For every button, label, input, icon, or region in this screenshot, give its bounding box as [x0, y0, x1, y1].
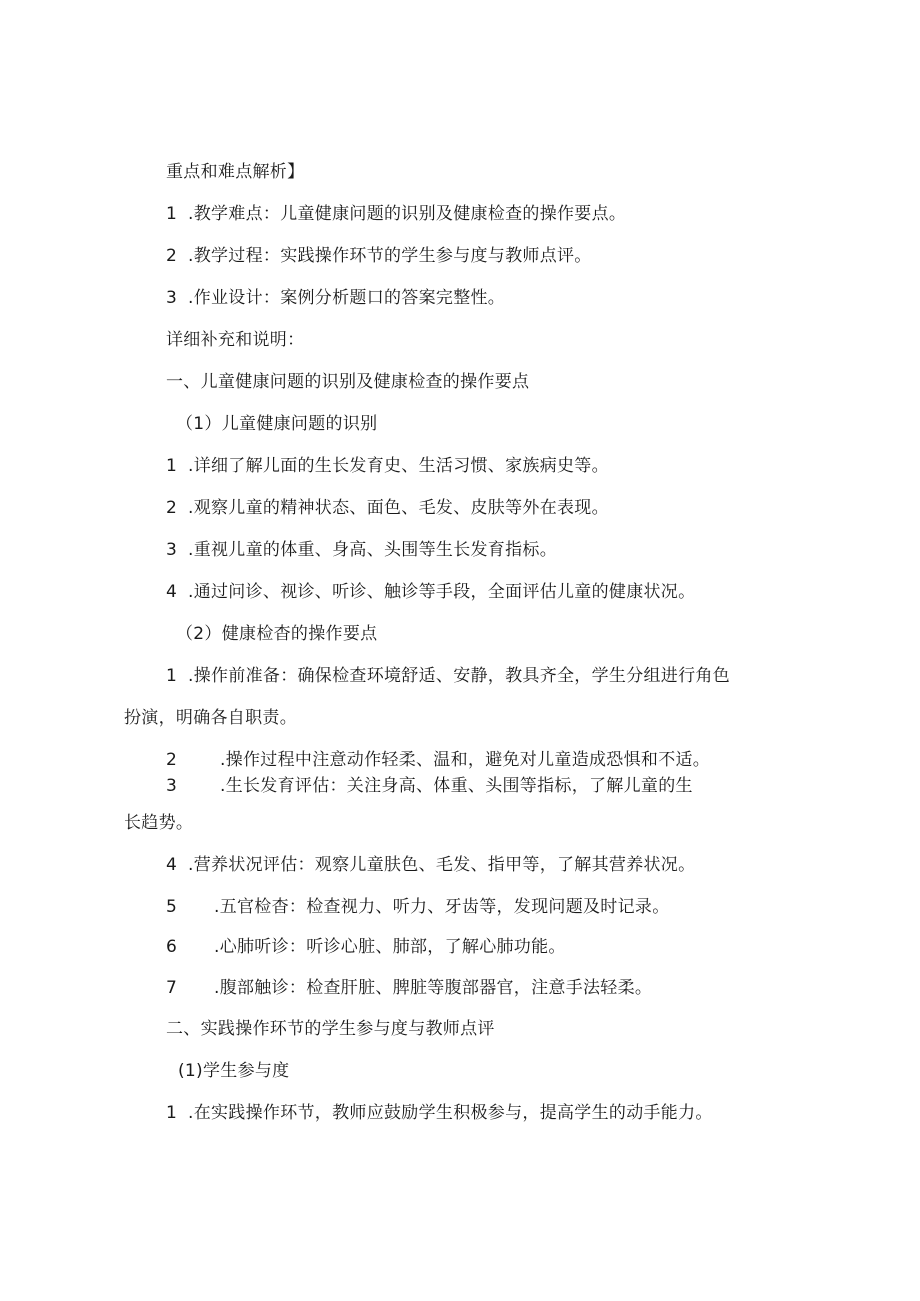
sub-title-text: （1）儿童健康问题的识别: [176, 414, 378, 434]
list-text: .操作过程中注意动作轻柔、温和，避免对儿童造成恐惧和不适。: [220, 750, 711, 770]
list-number: 2: [166, 246, 178, 266]
list-text: .生长发育评估：关注身高、体重、头围等指标，了解儿童的生: [220, 776, 693, 796]
list-item: [166, 455, 609, 477]
list-number: 5: [166, 897, 178, 917]
part-one-sub1-title: [176, 413, 377, 435]
list-text: .通过问诊、视诊、听诊、触诊等手段，全面评估儿童的健康状况。: [188, 582, 696, 602]
sub-title-text: (1)学生参与度: [178, 1061, 290, 1081]
list-number: 3: [166, 776, 178, 796]
part-one-title: [166, 371, 529, 393]
list-item: [166, 581, 695, 603]
list-item: [166, 896, 670, 918]
list-number: 1: [166, 456, 178, 476]
list-text: .操作前准备：确保检查环境舒适、安静，教具齐全，学生分组进行角色: [188, 666, 731, 686]
part-one-title-text: 一、儿童健康问题的识别及健康检查的操作要点: [166, 372, 530, 392]
list-number: 1: [166, 666, 178, 686]
list-number: 6: [166, 937, 178, 957]
list-item: [166, 665, 730, 687]
list-text: .教学过程：实践操作环节的学生参与度与教师点评。: [188, 246, 592, 266]
difficulty-item: [166, 287, 505, 309]
list-item: [166, 749, 710, 771]
sub-title-text: （2）健康检杳的操作要点: [176, 624, 378, 644]
list-item: [166, 497, 609, 519]
list-number: 7: [166, 978, 178, 998]
list-item: [166, 977, 652, 999]
list-number: 4: [166, 855, 178, 875]
list-text: .教学难点：儿童健康问题的识别及健康检查的操作要点。: [188, 204, 627, 224]
list-text: 长趋势。: [124, 813, 194, 833]
list-text: .重视儿童的体重、身高、头围等生长发育指标。: [188, 540, 558, 560]
list-item: [166, 539, 557, 561]
section-heading: [166, 161, 304, 183]
difficulty-item: [166, 203, 626, 225]
list-item-continuation: [124, 707, 297, 729]
section-heading-text: 重点和难点解析】: [166, 162, 305, 182]
list-item-continuation: [124, 812, 193, 834]
detail-heading: [166, 329, 304, 351]
list-number: 1: [166, 1103, 178, 1123]
list-number: 1: [166, 204, 178, 224]
list-text: .详细了解儿面的生长发育史、生活习惯、家族病史等。: [188, 456, 609, 476]
list-text: .心肺听诊：听诊心脏、肺部，了解心肺功能。: [214, 937, 566, 957]
list-number: 3: [166, 288, 178, 308]
list-text: 扮演，明确各自职责。: [124, 708, 297, 728]
list-item: [166, 1102, 713, 1124]
part-one-sub2-title: [176, 623, 377, 645]
list-item: [166, 854, 695, 876]
list-text: .观察儿童的精神状态、面色、毛发、皮肤等外在表现。: [188, 498, 609, 518]
list-number: 3: [166, 540, 178, 560]
list-number: 2: [166, 750, 178, 770]
list-text: .作业设计：案例分析题口的答案完整性。: [188, 288, 506, 308]
list-text: .在实践操作环节，教师应鼓励学生积极参与，提高学生的动手能力。: [188, 1103, 713, 1123]
difficulty-item: [166, 245, 592, 267]
list-number: 4: [166, 582, 178, 602]
list-item: [166, 936, 566, 958]
list-number: 2: [166, 498, 178, 518]
list-item: [166, 775, 693, 797]
part-two-title: [166, 1018, 495, 1040]
list-text: .营养状况评估：观察儿童肤色、毛发、指甲等，了解其营养状况。: [188, 855, 696, 875]
part-two-title-text: 二、实践操作环节的学生参与度与教师点评: [166, 1019, 495, 1039]
part-two-sub1-title: [178, 1060, 289, 1082]
detail-heading-text: 详细补充和说明：: [166, 330, 305, 350]
list-text: .五官检杳：检查视力、听力、牙齿等，发现问题及时记录。: [214, 897, 670, 917]
list-text: .腹部触诊：检查肝脏、脾脏等腹部器官，注意手法轻柔。: [214, 978, 653, 998]
